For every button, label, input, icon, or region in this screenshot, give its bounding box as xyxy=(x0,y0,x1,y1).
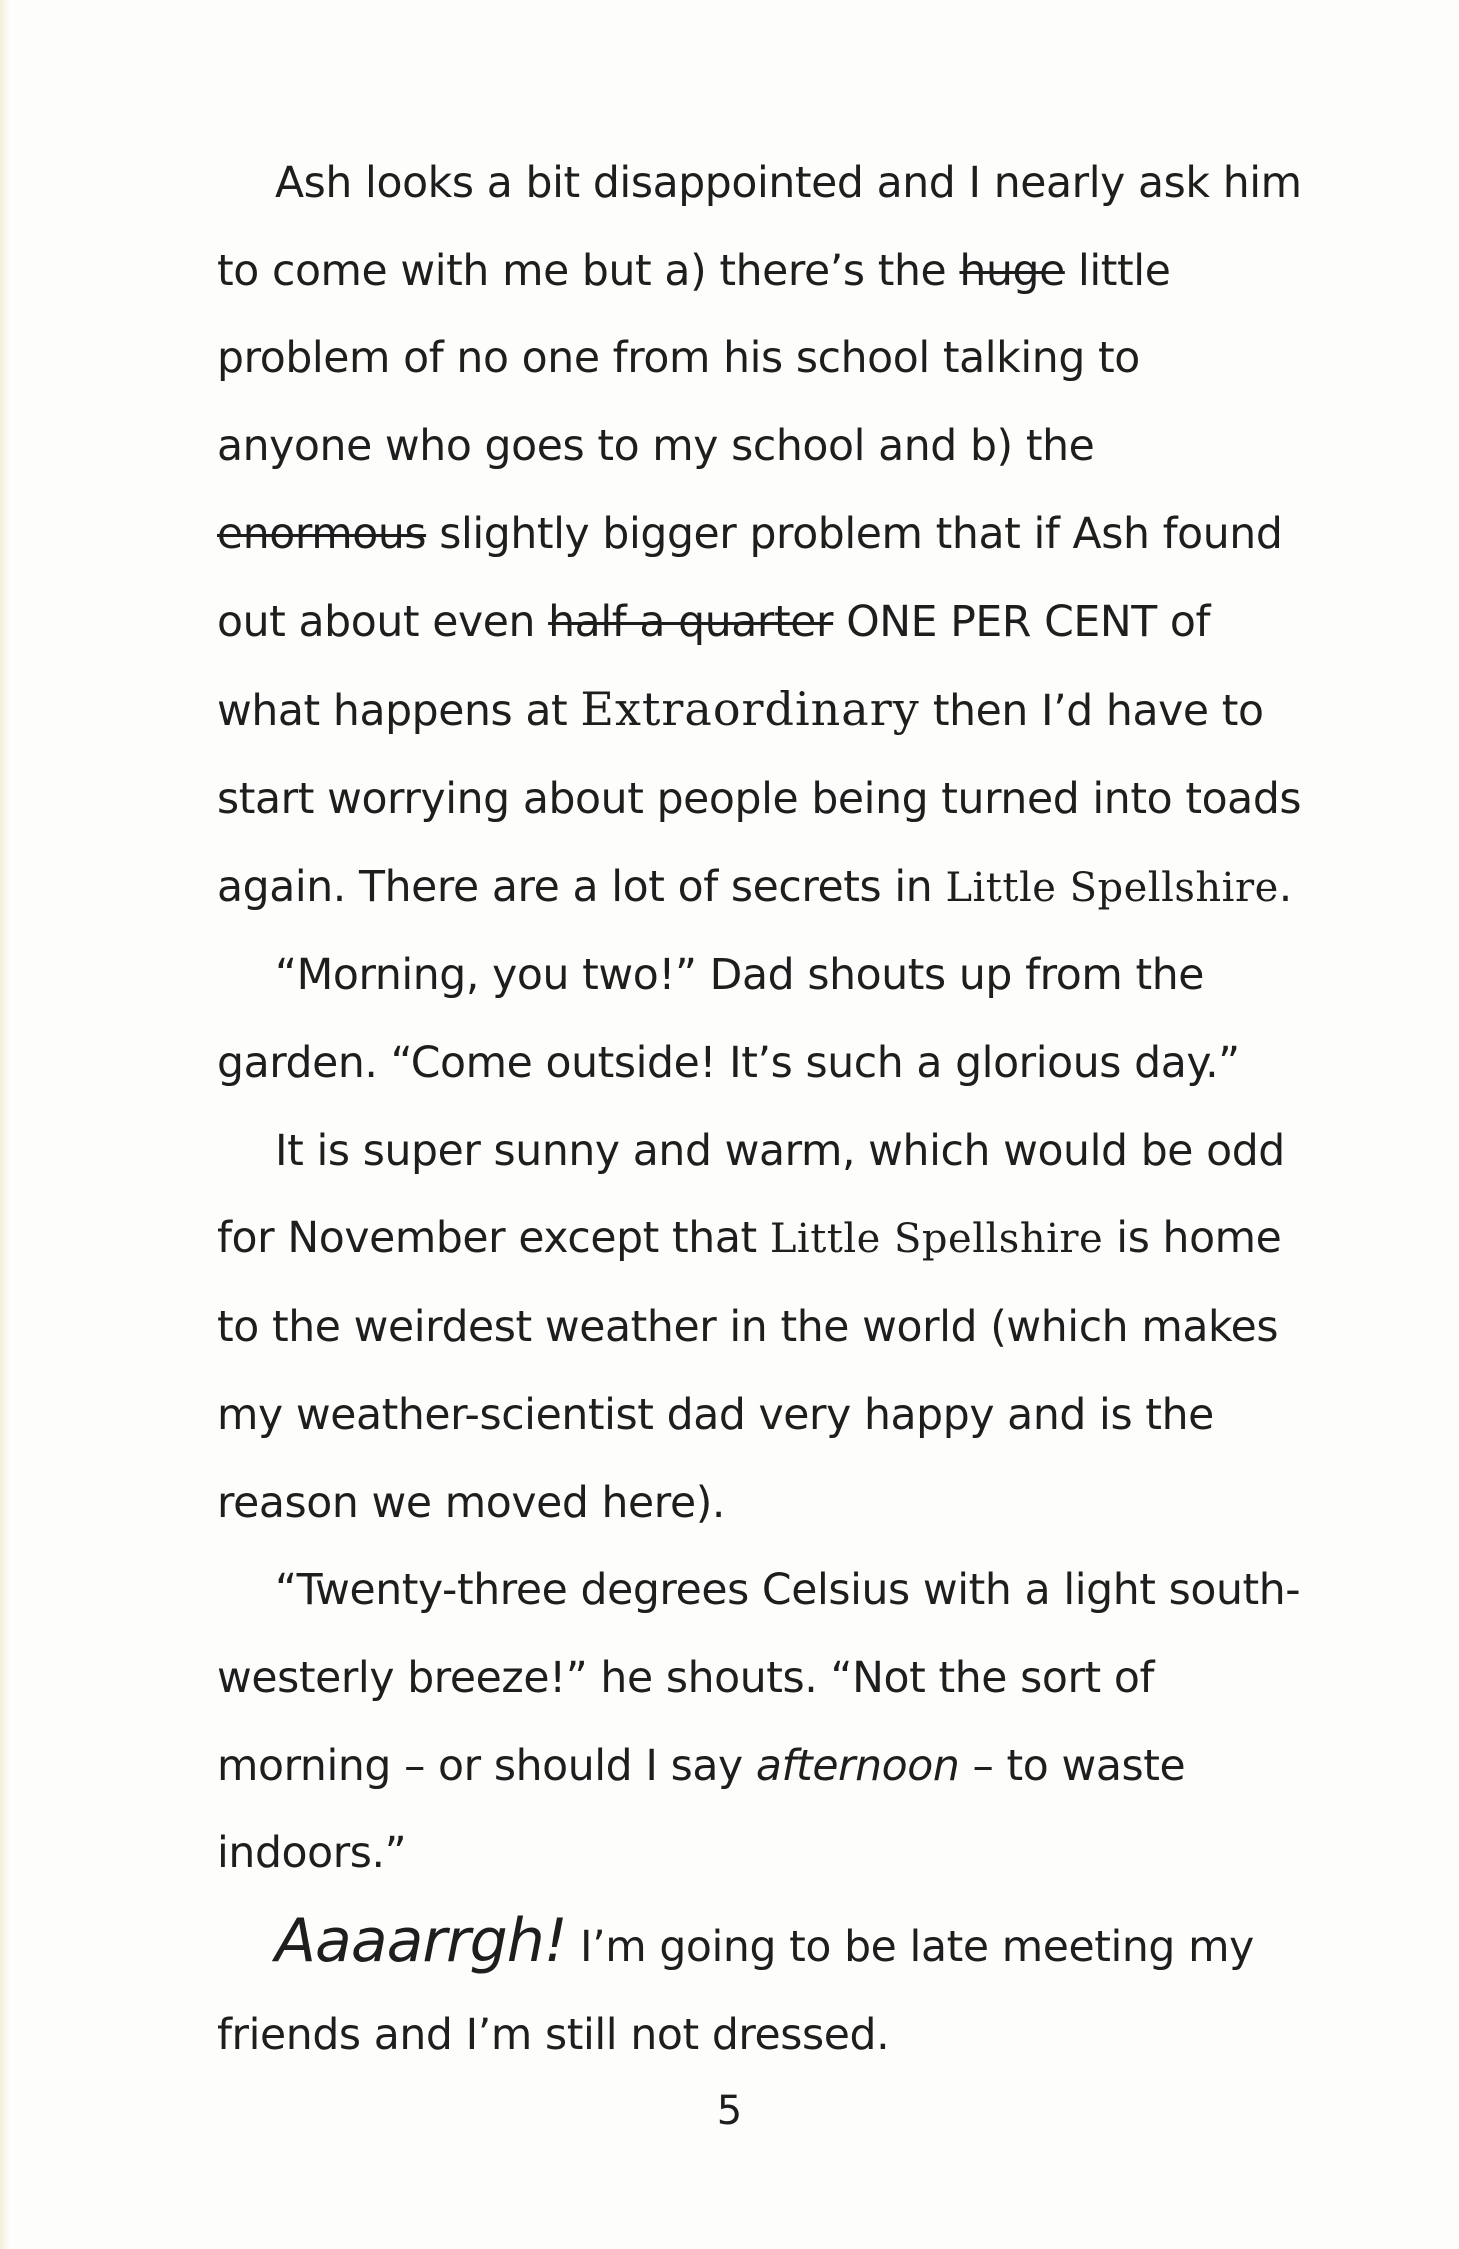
struck-phrase-half-a-quarter: half a quarter xyxy=(548,597,834,647)
text-segment: is home to the weirdest weather in the world (which makes my weather-scientist dad very happy and is the reason we moved here). xyxy=(217,1214,1282,1528)
paragraph-2 xyxy=(217,932,1302,1107)
text-segment: “Twenty-three degrees Celsius with a light south-westerly breeze!” he shouts. “Not the sort of morning – or should I say xyxy=(217,1566,1301,1791)
page-edge-shadow xyxy=(0,0,10,2249)
text-segment: I’m going to be late meeting my friends and I’m still not dressed. xyxy=(217,1923,1254,2060)
text-segment: then I’d have to start worrying about people being turned into toads again. There are a lot of secrets in xyxy=(217,687,1302,912)
text-segment: It is super sunny and warm, which would be odd for November except that xyxy=(217,1126,1285,1264)
shout-aaaarrgh: Aaaarrgh! xyxy=(275,1906,567,1977)
fancy-place-name: Little Spellshire xyxy=(769,1216,1104,1263)
struck-word-enormous: enormous xyxy=(217,509,427,559)
paragraph-3 xyxy=(217,1108,1302,1548)
text-segment: little problem of no one from his school talking to anyone who goes to my school and b) the xyxy=(217,246,1171,472)
text-segment: – to waste indoors.” xyxy=(217,1741,1186,1879)
paragraph-1 xyxy=(217,140,1302,932)
struck-word-huge: huge xyxy=(959,246,1065,296)
text-segment: slightly bigger problem that if Ash found out about even xyxy=(217,509,1283,647)
text-segment: Ash looks a bit disappointed and I nearly ask him to come with me but a) there’s the xyxy=(217,159,1302,296)
text-segment: . xyxy=(1278,862,1292,912)
text-segment: “Morning, you two!” Dad shouts up from the garden. “Come outside! It’s such a glorious day.” xyxy=(217,951,1240,1089)
paragraph-5 xyxy=(217,1898,1302,2079)
paragraph-4 xyxy=(217,1547,1302,1898)
fancy-place-name: Little Spellshire xyxy=(945,864,1279,911)
page-number: 5 xyxy=(716,2088,743,2134)
body-text xyxy=(217,140,1302,2079)
italic-word-afternoon: afternoon xyxy=(755,1741,960,1791)
text-segment: ONE PER CENT of what happens at xyxy=(217,597,1211,737)
fancy-word-extraordinary: Extraordinary xyxy=(580,682,920,737)
